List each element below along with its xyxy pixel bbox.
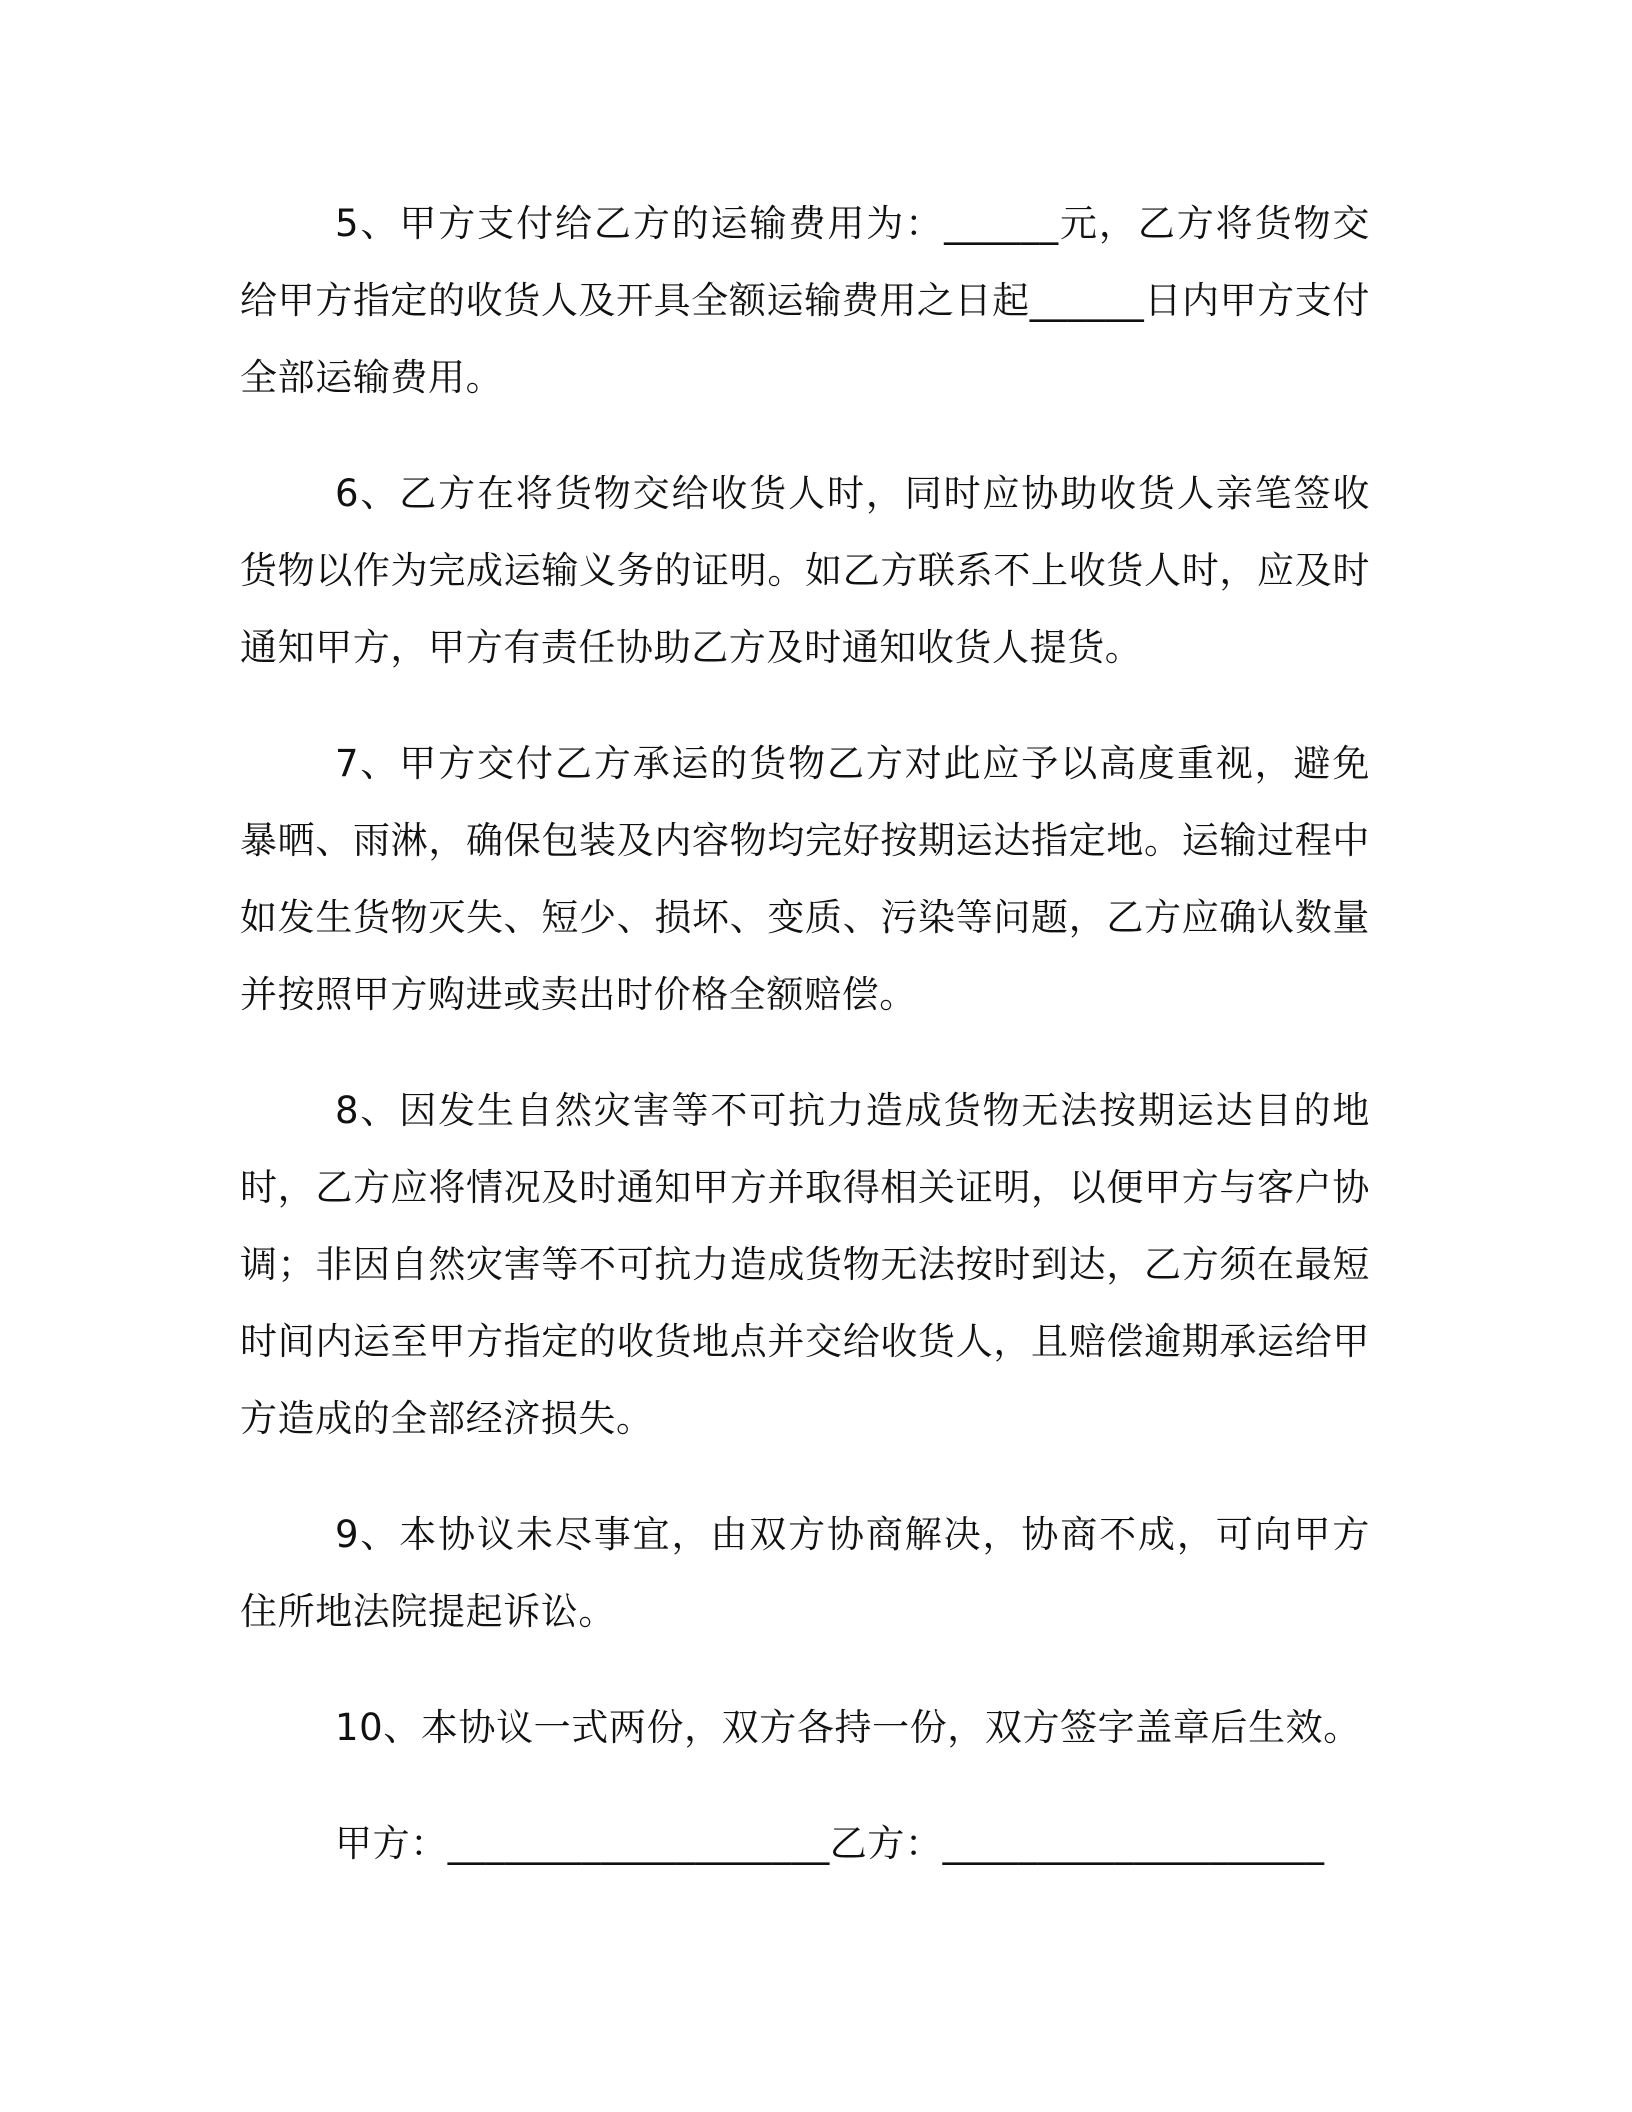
- clause-7: 7、甲方交付乙方承运的货物乙方对此应予以高度重视，避免暴晒、雨淋，确保包装及内容物均完好按期运达指定地。运输过程中如发生货物灭失、短少、损坏、变质、污染等问题，乙方应确认数量并按照甲方购进或卖出时价格全额赔偿。: [240, 742, 1370, 1016]
- clause-10: 10、本协议一式两份，双方各持一份，双方签字盖章后生效。: [335, 1706, 1361, 1749]
- clause-6: 6、乙方在将货物交给收货人时，同时应协助收货人亲笔签收货物以作为完成运输义务的证明。如乙方联系不上收货人时，应及时通知甲方，甲方有责任协助乙方及时通知收货人提货。: [240, 472, 1370, 669]
- contract-page: [240, 185, 1370, 1882]
- clause-9: 9、本协议未尽事宜，由双方协商解决，协商不成，可向甲方住所地法院提起诉讼。: [240, 1513, 1370, 1633]
- clause-8: 8、因发生自然灾害等不可抗力造成货物无法按期运达目的地时，乙方应将情况及时通知甲方并取得相关证明，以便甲方与客户协调；非因自然灾害等不可抗力造成货物无法按时到达，乙方须在最短时间内运至甲方指定的收货地点并交给收货人，且赔偿逾期承运给甲方造成的全部经济损失。: [240, 1089, 1370, 1440]
- clause-5: 5、甲方支付给乙方的运输费用为：______元，乙方将货物交给甲方指定的收货人及开具全额运输费用之日起______日内甲方支付全部运输费用。: [240, 202, 1370, 399]
- signature-line: 甲方：____________________乙方：____________________: [335, 1822, 1325, 1865]
